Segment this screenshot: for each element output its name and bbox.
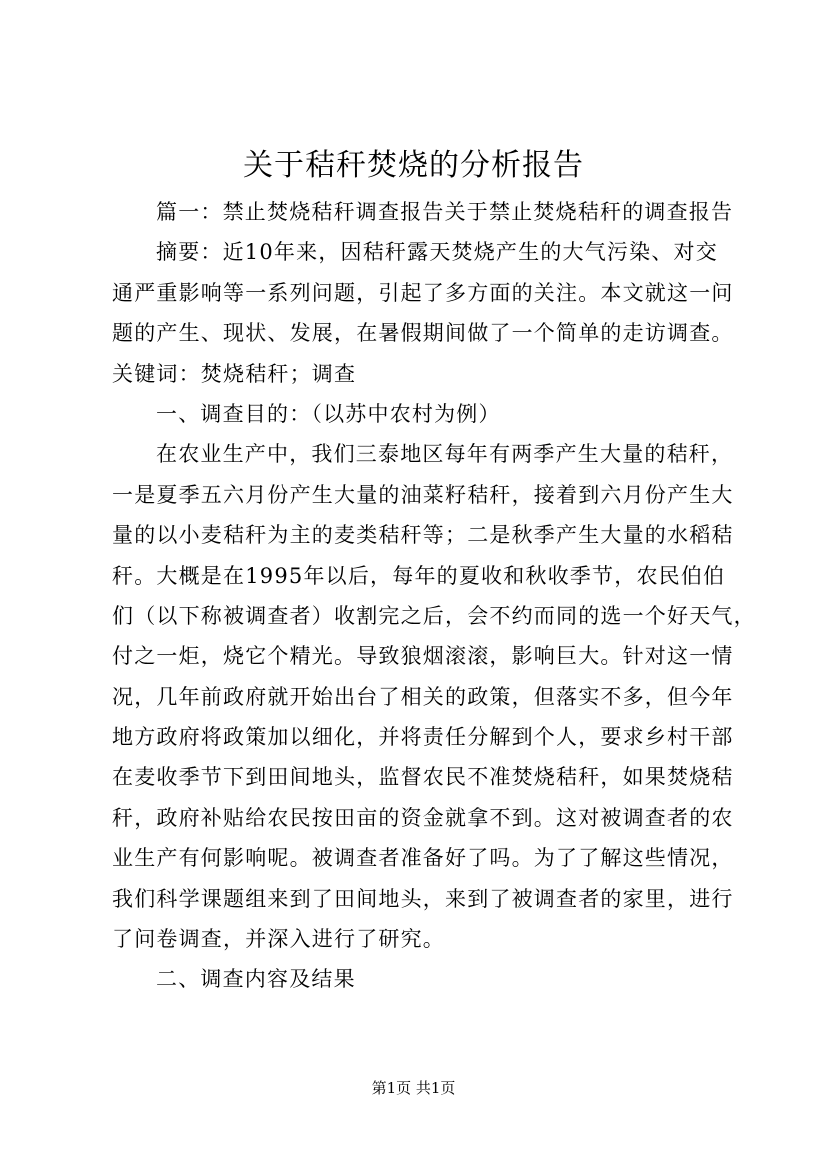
text-line: 一是夏季五六月份产生大量的油菜籽秸秆，接着到六月份产生大 (112, 482, 734, 507)
text-line: 篇一：禁止焚烧秸秆调查报告关于禁止焚烧秸秆的调查报告 (156, 200, 734, 224)
page-footer: 第1页 共1页 (371, 1079, 456, 1097)
document-title: 关于秸秆焚烧的分析报告 (243, 148, 584, 183)
text-line: 付之一炬，烧它个精光。导致狼烟滚滚，影响巨大。针对这一情 (112, 644, 734, 669)
text-line: 在农业生产中，我们三泰地区每年有两季产生大量的秸秆， (156, 442, 734, 467)
text-line: 通严重影响等一系列问题，引起了多方面的关注。本文就这一问 (112, 280, 734, 305)
text-line: 关键词：焚烧秸秆；调查 (112, 361, 357, 386)
text-line: 摘要：近10年来，因秸秆露天焚烧产生的大气污染、对交 (156, 240, 718, 265)
text-line: 们（以下称被调查者）收割完之后，会不约而同的选一个好天气， (112, 603, 756, 628)
text-line: 我们科学课题组来到了田间地头，来到了被调查者的家里，进行 (112, 886, 734, 911)
text-line: 秆，政府补贴给农民按田亩的资金就拿不到。这对被调查者的农 (112, 805, 734, 830)
text-line: 在麦收季节下到田间地头，监督农民不准焚烧秸秆，如果焚烧秸 (112, 765, 734, 790)
text-line: 一、调查目的：（以苏中农村为例） (156, 401, 501, 426)
text-line: 地方政府将政策加以细化，并将责任分解到个人，要求乡村干部 (112, 725, 734, 750)
document-body (112, 192, 756, 1000)
text-line: 题的产生、现状、发展，在暑假期间做了一个简单的走访调查。 (112, 321, 734, 346)
text-line: 业生产有何影响呢。被调查者准备好了吗。为了了解这些情况， (112, 846, 734, 871)
text-line: 二、调查内容及结果 (156, 967, 356, 992)
text-line: 秆。大概是在1995年以后，每年的夏收和秋收季节，农民伯伯 (112, 563, 726, 588)
text-line: 量的以小麦秸秆为主的麦类秸秆等；二是秋季产生大量的水稻秸 (112, 523, 734, 548)
text-line: 了问卷调查，并深入进行了研究。 (112, 927, 445, 952)
text-line: 况，几年前政府就开始出台了相关的政策，但落实不多，但今年 (112, 684, 734, 709)
